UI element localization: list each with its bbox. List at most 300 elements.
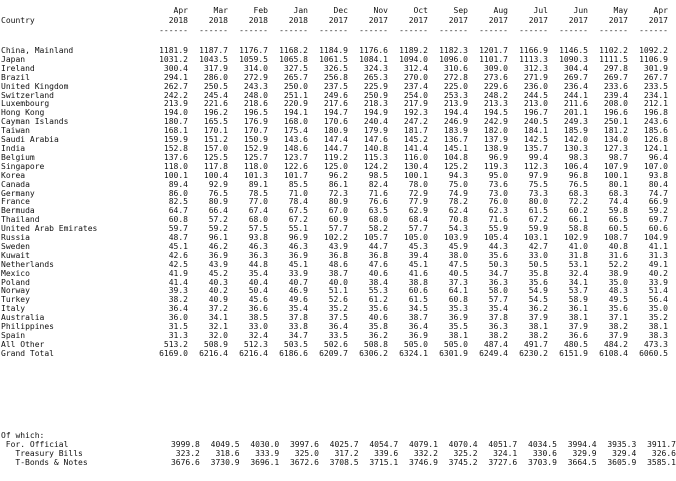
holding-value: 60.5 <box>608 224 628 234</box>
country-name: Kuwait <box>1 250 30 260</box>
holding-value: 33.5 <box>328 331 348 340</box>
holding-value: 59.2 <box>208 224 228 234</box>
holding-value: 75.5 <box>528 179 548 189</box>
holding-value: 212.1 <box>643 99 668 109</box>
holding-value: 48.7 <box>168 233 188 243</box>
holding-value: 44.3 <box>488 241 508 251</box>
subtotal-value: 3935.3 <box>607 439 637 449</box>
holding-value: 60.8 <box>448 295 468 305</box>
holding-value: 37.8 <box>488 313 508 323</box>
country-name: Hong Kong <box>1 108 45 118</box>
holding-value: 304.4 <box>563 63 588 73</box>
header-year: 2017 <box>608 16 628 25</box>
holding-value: 38.2 <box>528 331 548 340</box>
holding-value: 246.9 <box>443 117 468 127</box>
holding-value: 80.0 <box>528 197 548 207</box>
holding-value: 213.0 <box>523 99 548 109</box>
holding-value: 96.9 <box>488 152 508 162</box>
holding-value: 218.6 <box>243 99 268 109</box>
holding-value: 271.9 <box>523 72 548 82</box>
holding-value: 239.4 <box>603 90 628 100</box>
holding-value: 40.0 <box>328 277 348 287</box>
holding-value: 78.5 <box>248 188 268 198</box>
holding-value: 236.4 <box>563 81 588 91</box>
holding-value: 76.0 <box>488 197 508 207</box>
holding-value: 250.0 <box>283 81 308 91</box>
holding-value: 270.0 <box>403 72 428 82</box>
header-rule: ------ <box>439 26 468 35</box>
holding-value: 38.1 <box>648 322 668 332</box>
holding-value: 39.4 <box>408 250 428 260</box>
holding-value: 41.4 <box>168 277 188 287</box>
header-month: Jul <box>533 6 548 15</box>
holding-value: 61.5 <box>528 206 548 216</box>
holding-value: 74.7 <box>648 188 668 198</box>
holding-value: 251.1 <box>283 90 308 100</box>
holding-value: 38.1 <box>448 331 468 340</box>
header-year: 2018 <box>208 16 228 25</box>
holding-value: 40.3 <box>208 277 228 287</box>
holding-value: 137.6 <box>163 152 188 162</box>
holding-value: 32.1 <box>208 322 228 332</box>
holding-value: 147.6 <box>363 135 388 145</box>
holding-value: 151.2 <box>203 135 228 145</box>
holding-value: 57.7 <box>488 295 508 305</box>
holding-value: 45.9 <box>448 241 468 251</box>
holding-value: 97.9 <box>528 170 548 180</box>
holding-value: 269.7 <box>603 72 628 82</box>
header-year: 2017 <box>448 16 468 25</box>
holding-value: 326.5 <box>323 63 348 73</box>
holding-value: 152.9 <box>243 143 268 153</box>
holding-value: 119.2 <box>323 152 348 162</box>
holding-value: 52.2 <box>608 259 628 269</box>
holding-value: 196.6 <box>603 108 628 118</box>
holding-value: 170.1 <box>203 126 228 136</box>
holding-value: 240.5 <box>523 117 548 127</box>
subtotal-value: 323.2 <box>175 448 200 458</box>
header-year: 2017 <box>568 16 588 25</box>
holding-value: 59.9 <box>528 224 548 234</box>
holding-value: 103.9 <box>443 233 468 243</box>
header-spacer <box>0 6 148 16</box>
country-name: All Other <box>1 339 45 349</box>
holding-value: 218.3 <box>363 99 388 109</box>
holding-value: 508.8 <box>363 339 388 349</box>
holding-value: 46.2 <box>208 241 228 251</box>
subtotal-value: 3672.6 <box>289 457 319 467</box>
holding-value: 72.2 <box>568 197 588 207</box>
holding-value: 100.1 <box>603 170 628 180</box>
holding-value: 34.7 <box>488 268 508 278</box>
holding-value: 41.9 <box>168 268 188 278</box>
holding-value: 61.5 <box>408 295 428 305</box>
subtotal-value: 3746.9 <box>409 457 438 467</box>
header-rule: ------ <box>319 26 348 35</box>
holding-value: 78.4 <box>288 197 308 207</box>
country-name: Italy <box>1 304 26 314</box>
holding-value: 68.0 <box>248 215 268 225</box>
holding-value: 31.3 <box>648 250 668 260</box>
holding-value: 1111.5 <box>599 54 628 64</box>
holding-value: 1043.5 <box>199 54 228 64</box>
holding-value: 1184.9 <box>319 46 348 55</box>
holding-value: 33.9 <box>648 277 668 287</box>
subtotal-row <box>0 459 676 468</box>
holding-value: 217.9 <box>403 99 428 109</box>
subtotal-value: 333.9 <box>255 448 280 458</box>
subtotal-value: 3676.6 <box>170 457 200 467</box>
holding-value: 37.9 <box>608 331 628 340</box>
holding-value: 217.6 <box>323 99 348 109</box>
holding-value: 181.7 <box>403 126 428 136</box>
country-name: United Arab Emirates <box>1 224 98 234</box>
holding-value: 1168.2 <box>279 46 308 55</box>
subtotal-label: For. Official <box>5 439 69 449</box>
holding-value: 119.3 <box>483 161 508 171</box>
holding-value: 31.8 <box>568 250 588 260</box>
holding-value: 267.7 <box>643 72 668 82</box>
holding-value: 248.0 <box>243 90 268 100</box>
holding-value: 38.2 <box>488 331 508 340</box>
holding-value: 6169.0 <box>159 348 188 358</box>
holding-value: 80.1 <box>608 179 628 189</box>
holding-value: 505.0 <box>403 339 428 349</box>
holding-value: 41.6 <box>408 268 428 278</box>
holding-value: 98.5 <box>368 170 388 180</box>
holding-value: 72.3 <box>328 188 348 198</box>
holding-value: 513.2 <box>163 339 188 349</box>
holding-value: 64.1 <box>448 286 468 296</box>
holding-value: 41.0 <box>568 241 588 251</box>
holding-value: 237.4 <box>403 81 428 91</box>
holding-value: 77.9 <box>408 197 428 207</box>
holding-value: 60.2 <box>568 206 588 216</box>
header-month: Dec <box>333 6 348 15</box>
holding-value: 96.9 <box>288 233 308 243</box>
holding-value: 225.9 <box>363 81 388 91</box>
holding-value: 38.0 <box>448 250 468 260</box>
holding-value: 78.2 <box>448 197 468 207</box>
holding-value: 31.3 <box>168 331 188 340</box>
subtotal-value: 4034.5 <box>528 439 557 449</box>
holding-value: 74.4 <box>608 197 628 207</box>
holding-value: 115.3 <box>363 152 388 162</box>
holding-value: 245.4 <box>203 90 228 100</box>
holding-value: 36.3 <box>488 277 508 287</box>
holding-value: 36.6 <box>248 304 268 314</box>
holding-value: 95.0 <box>488 170 508 180</box>
country-name: Grand Total <box>1 348 54 358</box>
holding-value: 89.4 <box>168 179 188 189</box>
holding-value: 244.1 <box>563 90 588 100</box>
holding-value: 33.8 <box>288 322 308 332</box>
holding-value: 1084.1 <box>359 54 388 64</box>
holding-value: 59.2 <box>648 206 668 216</box>
holding-value: 61.2 <box>368 295 388 305</box>
header-rule: ------ <box>199 26 228 35</box>
holding-value: 100.1 <box>163 170 188 180</box>
holding-value: 36.6 <box>568 331 588 340</box>
subtotal-value: 4070.4 <box>448 439 478 449</box>
subtotal-value: 4049.5 <box>210 439 240 449</box>
holding-value: 93.8 <box>648 170 668 180</box>
holding-value: 317.9 <box>203 63 228 73</box>
subtotal-value: 3715.1 <box>369 457 399 467</box>
holding-value: 44.7 <box>368 241 388 251</box>
holding-value: 250.9 <box>363 90 388 100</box>
header-year: 2017 <box>408 16 428 25</box>
holding-value: 180.7 <box>163 117 188 127</box>
holding-value: 38.8 <box>408 277 428 287</box>
holding-value: 45.1 <box>168 241 188 251</box>
holding-value: 66.1 <box>568 215 588 225</box>
holding-value: 6108.4 <box>599 348 628 358</box>
holding-value: 272.8 <box>443 72 468 82</box>
holding-value: 104.8 <box>443 152 468 162</box>
holding-value: 53.1 <box>568 259 588 269</box>
holding-value: 66.4 <box>208 206 228 216</box>
holding-value: 85.5 <box>288 179 308 189</box>
holding-value: 194.5 <box>483 108 508 118</box>
holding-value: 175.4 <box>283 126 308 136</box>
holding-value: 194.0 <box>163 108 188 118</box>
holding-value: 40.8 <box>608 241 628 251</box>
country-name: Russia <box>1 233 30 243</box>
holding-value: 82.5 <box>168 197 188 207</box>
country-name: Singapore <box>1 161 45 171</box>
holding-value: 142.0 <box>563 135 588 145</box>
header-rule: ------ <box>159 26 188 35</box>
country-name: Poland <box>1 277 30 287</box>
holding-value: 244.5 <box>523 90 548 100</box>
holding-value: 55.1 <box>288 224 308 234</box>
holding-value: 103.1 <box>523 233 548 243</box>
holding-value: 58.2 <box>368 224 388 234</box>
header-spacer <box>0 26 148 36</box>
holding-value: 73.3 <box>528 188 548 198</box>
subtotal-value: 3994.4 <box>567 439 597 449</box>
holding-value: 96.4 <box>648 152 668 162</box>
holding-value: 136.7 <box>443 135 468 145</box>
holding-value: 234.1 <box>643 90 668 100</box>
holding-value: 106.4 <box>563 161 588 171</box>
holding-value: 1106.9 <box>639 54 668 64</box>
holding-value: 194.1 <box>283 108 308 118</box>
holding-value: 253.3 <box>443 90 468 100</box>
holding-value: 35.5 <box>448 322 468 332</box>
holding-value: 67.4 <box>248 206 268 216</box>
holding-value: 55.9 <box>488 224 508 234</box>
holding-value: 31.5 <box>168 322 188 332</box>
holding-value: 37.5 <box>328 313 348 323</box>
country-name: Germany <box>1 188 35 198</box>
holding-value: 124.1 <box>643 143 668 153</box>
holding-value: 122.6 <box>283 161 308 171</box>
holding-value: 51.4 <box>648 286 668 296</box>
holding-value: 100.1 <box>403 170 428 180</box>
holding-value: 233.5 <box>643 81 668 91</box>
holding-value: 38.3 <box>648 331 668 340</box>
country-name: Saudi Arabia <box>1 135 59 145</box>
holding-value: 101.3 <box>243 170 268 180</box>
country-name: Turkey <box>1 295 30 305</box>
holding-value: 480.5 <box>563 339 588 349</box>
holding-value: 142.5 <box>523 135 548 145</box>
header-month: Feb <box>253 6 268 15</box>
holding-value: 62.9 <box>408 206 428 216</box>
holding-value: 265.7 <box>283 72 308 82</box>
holding-value: 57.2 <box>208 215 228 225</box>
header-rule: ------ <box>359 26 388 35</box>
holding-value: 35.6 <box>488 250 508 260</box>
holding-value: 487.4 <box>483 339 508 349</box>
holding-value: 102.9 <box>563 233 588 243</box>
holding-value: 47.5 <box>448 259 468 269</box>
holding-value: 168.0 <box>283 117 308 127</box>
subtotal-value: 329.9 <box>572 448 597 458</box>
holding-value: 45.6 <box>248 295 268 305</box>
holding-value: 196.7 <box>523 108 548 118</box>
holding-value: 49.5 <box>608 295 628 305</box>
holding-value: 35.4 <box>288 304 308 314</box>
holding-value: 300.4 <box>163 63 188 73</box>
holding-value: 64.7 <box>168 206 188 216</box>
holding-value: 213.9 <box>443 99 468 109</box>
holding-value: 6060.5 <box>639 348 668 358</box>
holding-value: 43.9 <box>328 241 348 251</box>
holding-value: 96.2 <box>328 170 348 180</box>
subtotal-value: 329.4 <box>612 448 637 458</box>
holding-value: 107.9 <box>603 161 628 171</box>
holding-value: 66.5 <box>608 215 628 225</box>
holding-value: 45.3 <box>408 241 428 251</box>
subtotal-value: 330.6 <box>532 448 557 458</box>
holding-value: 196.2 <box>203 108 228 118</box>
header-rule: ------ <box>239 26 268 35</box>
holding-value: 247.2 <box>403 117 428 127</box>
header-year: 2018 <box>248 16 268 25</box>
subtotal-value: 332.2 <box>413 448 438 458</box>
subtotal-value: 3730.9 <box>210 457 240 467</box>
country-name: India <box>1 143 26 153</box>
holding-value: 6151.9 <box>559 348 588 358</box>
holding-value: 34.7 <box>288 331 308 340</box>
holding-value: 57.5 <box>248 224 268 234</box>
holding-value: 35.6 <box>528 277 548 287</box>
holding-value: 236.0 <box>523 81 548 91</box>
holding-value: 491.7 <box>523 339 548 349</box>
holding-value: 6230.2 <box>519 348 548 358</box>
holding-value: 76.5 <box>208 188 228 198</box>
holding-value: 43.9 <box>208 259 228 269</box>
header-month: May <box>613 6 628 15</box>
subtotal-label: T-Bonds & Notes <box>15 457 88 467</box>
holding-value: 35.2 <box>648 313 668 323</box>
holding-value: 42.5 <box>168 259 188 269</box>
holding-value: 312.3 <box>523 63 548 73</box>
holding-value: 35.6 <box>368 304 388 314</box>
holding-value: 36.8 <box>328 250 348 260</box>
holding-value: 55.3 <box>368 286 388 296</box>
holding-value: 46.9 <box>288 286 308 296</box>
holding-value: 473.3 <box>643 339 668 349</box>
holding-value: 101.7 <box>283 170 308 180</box>
holding-value: 1189.2 <box>399 46 428 55</box>
holding-value: 312.4 <box>403 63 428 73</box>
header-year: 2018 <box>288 16 308 25</box>
country-name: Sweden <box>1 241 30 251</box>
holding-value: 80.9 <box>208 197 228 207</box>
holding-value: 182.0 <box>483 126 508 136</box>
holding-value: 68.4 <box>408 215 428 225</box>
holding-value: 36.9 <box>448 313 468 323</box>
country-name: Thailand <box>1 215 40 225</box>
holding-value: 1092.2 <box>639 46 668 55</box>
holding-value: 179.9 <box>363 126 388 136</box>
country-name: Cayman Islands <box>1 117 69 127</box>
holding-value: 38.4 <box>368 277 388 287</box>
holding-value: 324.3 <box>363 63 388 73</box>
holding-value: 42.6 <box>168 250 188 260</box>
holding-value: 237.5 <box>323 81 348 91</box>
holding-value: 116.0 <box>403 152 428 162</box>
holding-value: 33.0 <box>248 322 268 332</box>
header-month: Sep <box>453 6 468 15</box>
holding-value: 185.9 <box>563 126 588 136</box>
country-table <box>0 47 668 359</box>
holding-value: 36.0 <box>168 313 188 323</box>
holding-value: 249.3 <box>563 117 588 127</box>
column-header <box>0 6 668 36</box>
holding-value: 40.5 <box>448 268 468 278</box>
holding-value: 1065.8 <box>279 54 308 64</box>
holding-value: 240.4 <box>363 117 388 127</box>
holding-value: 40.7 <box>288 277 308 287</box>
holding-value: 1181.9 <box>159 46 188 55</box>
subtotal-value: 4025.7 <box>329 439 359 449</box>
holding-value: 53.7 <box>568 286 588 296</box>
holding-value: 184.1 <box>523 126 548 136</box>
holding-value: 502.6 <box>323 339 348 349</box>
holding-value: 147.4 <box>323 135 348 145</box>
holding-value: 6186.6 <box>279 348 308 358</box>
holding-value: 48.6 <box>328 259 348 269</box>
holding-value: 105.0 <box>403 233 428 243</box>
holding-value: 126.8 <box>643 135 668 145</box>
holding-value: 38.1 <box>568 313 588 323</box>
subtotal-value: 4030.0 <box>250 439 280 449</box>
holding-value: 327.5 <box>283 63 308 73</box>
holding-value: 242.2 <box>163 90 188 100</box>
holding-value: 59.7 <box>168 224 188 234</box>
subtotal-value: 3911.7 <box>647 439 676 449</box>
holding-value: 180.9 <box>323 126 348 136</box>
subtotal-value: 339.6 <box>374 448 399 458</box>
holding-value: 254.0 <box>403 90 428 100</box>
holding-value: 67.2 <box>288 215 308 225</box>
holding-value: 1102.2 <box>599 46 628 55</box>
holding-value: 38.7 <box>328 268 348 278</box>
header-month: Jan <box>293 6 308 15</box>
table-row <box>0 350 668 359</box>
holding-value: 62.3 <box>488 206 508 216</box>
holding-value: 242.9 <box>483 117 508 127</box>
holding-value: 1059.5 <box>239 54 268 64</box>
holding-value: 38.7 <box>408 313 428 323</box>
holding-value: 93.8 <box>248 233 268 243</box>
holding-value: 273.6 <box>483 72 508 82</box>
